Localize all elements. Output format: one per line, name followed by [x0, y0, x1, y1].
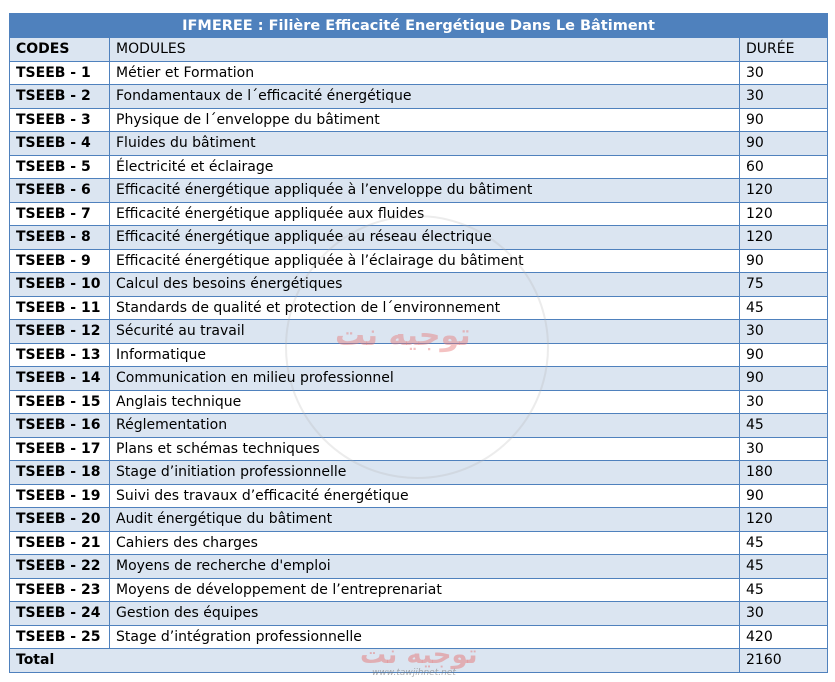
row-duree: 120 [740, 202, 828, 226]
table-title: IFMEREE : Filière Efficacité Energétique Dans Le Bâtiment [10, 14, 828, 38]
row-module: Cahiers des charges [110, 531, 740, 555]
watermark-url: www.tawjihnet.net [372, 668, 456, 678]
table-row [10, 226, 828, 250]
table-body [10, 61, 828, 649]
row-code: TSEEB - 14 [10, 367, 110, 391]
column-header-row [10, 38, 828, 62]
row-duree: 120 [740, 226, 828, 250]
table-row [10, 390, 828, 414]
row-module: Stage d’intégration professionnelle [110, 625, 740, 649]
table-row [10, 61, 828, 85]
row-duree: 120 [740, 508, 828, 532]
table-title-row [10, 14, 828, 38]
row-duree: 30 [740, 390, 828, 414]
row-code: TSEEB - 1 [10, 61, 110, 85]
table-row [10, 273, 828, 297]
row-duree: 90 [740, 343, 828, 367]
row-code: TSEEB - 25 [10, 625, 110, 649]
row-duree: 30 [740, 61, 828, 85]
row-duree: 30 [740, 85, 828, 109]
row-duree: 90 [740, 484, 828, 508]
row-duree: 45 [740, 414, 828, 438]
table-row [10, 108, 828, 132]
row-code: TSEEB - 7 [10, 202, 110, 226]
modules-table-container [9, 13, 827, 673]
total-value: 2160 [740, 649, 828, 673]
row-module: Fondamentaux de l´efficacité énergétique [110, 85, 740, 109]
row-duree: 120 [740, 179, 828, 203]
row-duree: 30 [740, 437, 828, 461]
row-module: Standards de qualité et protection de l´environnement [110, 296, 740, 320]
row-duree: 60 [740, 155, 828, 179]
row-code: TSEEB - 18 [10, 461, 110, 485]
table-row [10, 437, 828, 461]
row-code: TSEEB - 4 [10, 132, 110, 156]
row-duree: 75 [740, 273, 828, 297]
table-row [10, 367, 828, 391]
row-code: TSEEB - 23 [10, 578, 110, 602]
table-row [10, 320, 828, 344]
row-module: Communication en milieu professionnel [110, 367, 740, 391]
table-row [10, 484, 828, 508]
row-module: Moyens de développement de l’entreprenariat [110, 578, 740, 602]
row-module: Efficacité énergétique appliquée aux fluides [110, 202, 740, 226]
table-row [10, 249, 828, 273]
table-row [10, 155, 828, 179]
row-code: TSEEB - 15 [10, 390, 110, 414]
row-code: TSEEB - 21 [10, 531, 110, 555]
table-row [10, 531, 828, 555]
row-module: Gestion des équipes [110, 602, 740, 626]
row-duree: 420 [740, 625, 828, 649]
row-module: Métier et Formation [110, 61, 740, 85]
row-module: Physique de l´enveloppe du bâtiment [110, 108, 740, 132]
row-module: Fluides du bâtiment [110, 132, 740, 156]
row-module: Plans et schémas techniques [110, 437, 740, 461]
row-module: Efficacité énergétique appliquée à l’enveloppe du bâtiment [110, 179, 740, 203]
row-duree: 90 [740, 249, 828, 273]
row-module: Audit énergétique du bâtiment [110, 508, 740, 532]
table-row [10, 508, 828, 532]
row-duree: 45 [740, 531, 828, 555]
table-row [10, 414, 828, 438]
row-module: Réglementation [110, 414, 740, 438]
total-label: Total [10, 649, 740, 673]
row-code: TSEEB - 12 [10, 320, 110, 344]
row-code: TSEEB - 22 [10, 555, 110, 579]
row-module: Anglais technique [110, 390, 740, 414]
row-duree: 30 [740, 602, 828, 626]
table-row [10, 461, 828, 485]
row-code: TSEEB - 8 [10, 226, 110, 250]
row-code: TSEEB - 2 [10, 85, 110, 109]
row-code: TSEEB - 20 [10, 508, 110, 532]
header-modules: MODULES [110, 38, 740, 62]
modules-table [9, 13, 828, 673]
table-row [10, 578, 828, 602]
row-code: TSEEB - 24 [10, 602, 110, 626]
row-duree: 180 [740, 461, 828, 485]
table-row [10, 602, 828, 626]
watermark-logo-text-bottom: توجيه نت [360, 640, 478, 670]
row-module: Informatique [110, 343, 740, 367]
row-code: TSEEB - 9 [10, 249, 110, 273]
row-code: TSEEB - 19 [10, 484, 110, 508]
row-duree: 45 [740, 578, 828, 602]
row-module: Calcul des besoins énergétiques [110, 273, 740, 297]
row-code: TSEEB - 13 [10, 343, 110, 367]
table-row [10, 202, 828, 226]
row-module: Efficacité énergétique appliquée au réseau électrique [110, 226, 740, 250]
table-row [10, 343, 828, 367]
row-duree: 90 [740, 367, 828, 391]
row-module: Moyens de recherche d'emploi [110, 555, 740, 579]
table-row [10, 85, 828, 109]
table-row [10, 555, 828, 579]
row-code: TSEEB - 6 [10, 179, 110, 203]
watermark-logo-text: توجيه نت [335, 318, 471, 353]
row-duree: 90 [740, 108, 828, 132]
row-code: TSEEB - 5 [10, 155, 110, 179]
total-row [10, 649, 828, 673]
row-module: Efficacité énergétique appliquée à l’éclairage du bâtiment [110, 249, 740, 273]
row-code: TSEEB - 10 [10, 273, 110, 297]
row-duree: 45 [740, 296, 828, 320]
table-row [10, 132, 828, 156]
table-row [10, 179, 828, 203]
row-duree: 45 [740, 555, 828, 579]
header-codes: CODES [10, 38, 110, 62]
row-code: TSEEB - 11 [10, 296, 110, 320]
row-code: TSEEB - 16 [10, 414, 110, 438]
row-module: Électricité et éclairage [110, 155, 740, 179]
table-row [10, 625, 828, 649]
table-row [10, 296, 828, 320]
row-code: TSEEB - 3 [10, 108, 110, 132]
row-code: TSEEB - 17 [10, 437, 110, 461]
row-module: Stage d’initiation professionnelle [110, 461, 740, 485]
header-duree: DURÉE [740, 38, 828, 62]
row-module: Suivi des travaux d’efficacité énergétique [110, 484, 740, 508]
row-module: Sécurité au travail [110, 320, 740, 344]
row-duree: 30 [740, 320, 828, 344]
row-duree: 90 [740, 132, 828, 156]
